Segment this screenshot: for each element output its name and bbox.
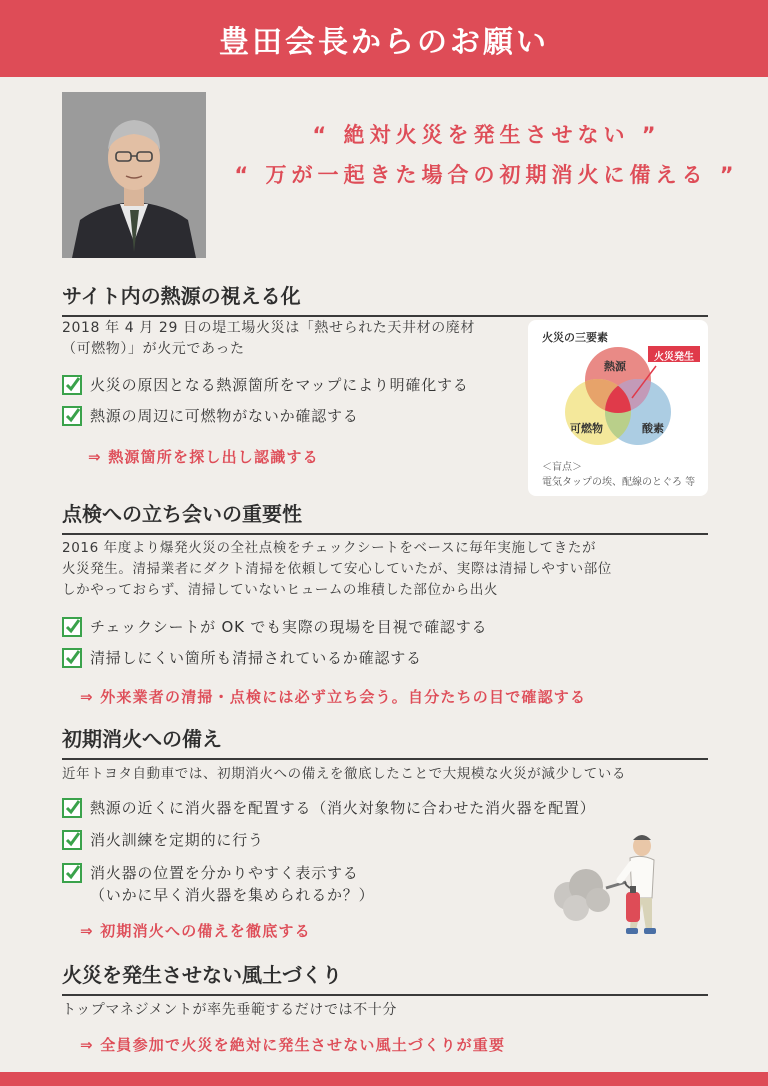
venn-fire-label: 火災発生 (654, 352, 694, 363)
venn-diagram (528, 320, 708, 460)
section-2-para-line: 火災発生。清掃業者にダクト清掃を依頼して安心していたが、実際は清掃しやすい部位 (62, 561, 612, 577)
venn-fuel-label: 可燃物 (570, 422, 603, 435)
section-3-check-3 (62, 862, 374, 906)
slogans (205, 115, 768, 195)
section-3-paragraph (62, 764, 626, 785)
section-2-check-1 (62, 616, 487, 638)
check-label: 熱源の周辺に可燃物がないか確認する (90, 407, 359, 425)
section-2-title: 点検への立ち会いの重要性 (62, 498, 708, 535)
checkbox-checked-icon (62, 648, 82, 668)
slogan-line-1: “ 絶対火災を発生させない ” (312, 123, 661, 147)
section-3-para-line: 近年トヨタ自動車では、初期消火への備えを徹底したことで大規模な火災が減少している (62, 766, 626, 782)
section-4-title: 火災を発生させない風土づくり (62, 959, 708, 996)
venn-title: 火災の三要素 (542, 331, 608, 344)
blind-spot-text: 電気タップの埃、配線のとぐろ 等 (542, 477, 696, 488)
checkbox-checked-icon (62, 798, 82, 818)
chairman-photo (62, 92, 206, 258)
section-1-conclusion: ⇒ 熱源箇所を探し出し認識する (88, 448, 319, 466)
blind-spot-note (542, 460, 695, 490)
section-1-check-1 (62, 374, 469, 396)
section-2-conclusion: ⇒ 外来業者の清掃・点検には必ず立ち会う。自分たちの目で確認する (80, 688, 587, 706)
section-2-para-line: 2016 年度より爆発火災の全社点検をチェックシートをベースに毎年実施してきたが (62, 540, 597, 556)
checkbox-checked-icon (62, 863, 82, 883)
checkbox-checked-icon (62, 375, 82, 395)
section-1-check-2 (62, 405, 359, 427)
section-1-title: サイト内の熱源の視える化 (62, 280, 708, 317)
venn-heat-label: 熱源 (604, 360, 626, 373)
section-2-para-line: しかやっておらず、清掃していないヒュームの堆積した部位から出火 (62, 582, 499, 598)
page-title: 豊田会長からのお願い (219, 24, 549, 60)
section-1-para-line: 2018 年 4 月 29 日の堤工場火災は「熱せられた天井材の廃材 (62, 320, 475, 336)
check-label: 熱源の近くに消火器を配置する（消火対象物に合わせた消火器を配置） (90, 799, 596, 817)
section-3-conclusion: ⇒ 初期消火への備えを徹底する (80, 922, 311, 940)
check-sublabel: （いかに早く消火器を集められるか？） (90, 886, 375, 904)
check-label: 消火器の位置を分かりやすく表示する (90, 864, 359, 882)
section-3-title: 初期消火への備え (62, 723, 708, 760)
footer-bar (0, 1072, 768, 1086)
fire-triangle-card (528, 320, 708, 496)
fire-extinguisher-person-icon (546, 826, 676, 952)
section-1-paragraph (62, 318, 475, 360)
slogan-line-2: “ 万が一起きた場合の初期消火に備える ” (234, 163, 739, 187)
section-4-paragraph (62, 1000, 397, 1021)
check-label: 清掃しにくい箇所も清掃されているか確認する (90, 649, 422, 667)
checkbox-checked-icon (62, 617, 82, 637)
check-label: チェックシートが OK でも実際の現場を目視で確認する (90, 618, 488, 636)
checkbox-checked-icon (62, 406, 82, 426)
checkbox-checked-icon (62, 830, 82, 850)
section-4-conclusion: ⇒ 全員参加で火災を絶対に発生させない風土づくりが重要 (80, 1036, 506, 1054)
section-3-check-2 (62, 829, 264, 851)
section-3-check-1 (62, 797, 596, 819)
section-2-paragraph (62, 538, 612, 601)
section-4-para-line: トップマネジメントが率先垂範するだけでは不十分 (62, 1002, 397, 1018)
check-label: 消火訓練を定期的に行う (90, 831, 264, 849)
section-2-check-2 (62, 647, 422, 669)
section-1-para-line: （可燃物）」が火元であった (62, 341, 245, 357)
check-label: 火災の原因となる熱源箇所をマップにより明確化する (90, 376, 469, 394)
page-header (0, 0, 768, 77)
blind-spot-label: ＜盲点＞ (542, 462, 582, 473)
venn-oxygen-label: 酸素 (642, 422, 664, 435)
